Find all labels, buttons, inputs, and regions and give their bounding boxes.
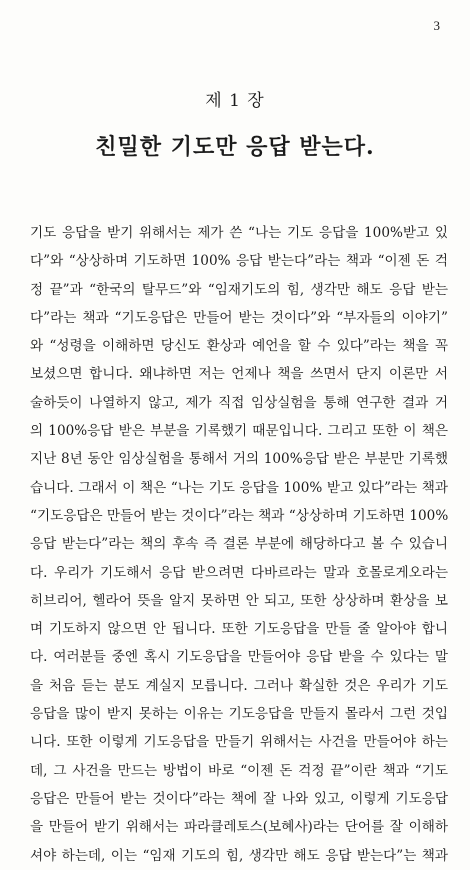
- body-line: 셔야 하는데, 이는 “임재 기도의 힘, 생각만 해도 응답 받는다”는 책과: [30, 847, 448, 864]
- body-line: 며 기도하지 않으면 안 됩니다. 또한 기도응답을 만들 줄 알아야 합니: [30, 621, 448, 638]
- body-line: 응답 받는다”라는 책의 후속 즉 결론 부분에 해당하다고 볼 수 있습니: [30, 536, 448, 553]
- body-line: 술하듯이 나열하지 않고, 제가 직접 임상실험을 통해 연구한 결과 거: [30, 394, 448, 411]
- body-line: 다”와 “상상하며 기도하면 100% 응답 받는다”라는 책과 “이젠 돈 걱: [30, 253, 448, 270]
- body-line: 기도 응답을 받기 위해서는 제가 쓴 “나는 기도 응답을 100%받고 있: [30, 225, 448, 241]
- body-line: 을 처음 듣는 분도 계실지 모릅니다. 그러나 확실한 것은 우리가 기도: [30, 677, 448, 694]
- body-line: 지난 8년 동안 임상실험을 통해서 거의 100%응답 받은 부분만 기록했: [30, 451, 448, 468]
- body-line: 응답을 많이 받지 못하는 이유는 기도응답을 만들지 몰라서 그런 것입: [30, 706, 448, 723]
- body-line: 습니다. 그래서 이 책은 “나는 기도 응답을 100% 받고 있다”라는 책과: [30, 479, 448, 496]
- body-line: 다. 여러분들 중엔 혹시 기도응답을 만들어야 응답 받을 수 있다는 말: [30, 649, 448, 666]
- chapter-label: 제 1 장: [205, 91, 265, 111]
- body-line: 히브리어, 헬라어 뜻을 알지 못하면 안 되고, 또한 상상하며 환상을 보: [30, 592, 448, 609]
- body-line: 의 100%응답 받은 부분을 기록했기 때문입니다. 그리고 또한 이 책은: [30, 423, 448, 440]
- body-text: [30, 219, 448, 870]
- body-line: 정 끝”과 “한국의 탈무드”와 “임재기도의 힘, 생각만 해도 응답 받는: [30, 281, 448, 298]
- body-line: 니다. 또한 이렇게 기도응답을 만들기 위해서는 사건을 만들어야 하는: [30, 734, 448, 751]
- page-number: 3: [433, 18, 440, 33]
- body-line: 다”라는 책과 “기도응답은 만들어 받는 것이다”와 “부자들의 이야기”: [30, 309, 448, 326]
- body-line: 데, 그 사건을 만드는 방법이 바로 “이젠 돈 걱정 끝”이란 책과 “기도: [30, 762, 448, 779]
- body-line: 을 만들어 받기 위해서는 파라클레토스(보혜사)라는 단어를 잘 이해하: [30, 819, 448, 836]
- chapter-title: 친밀한 기도만 응답 받는다.: [95, 134, 375, 160]
- body-line: 응답은 만들어 받는 것이다”라는 책에 잘 나와 있고, 이렇게 기도응답: [30, 790, 448, 807]
- body-line: “기도응답은 만들어 받는 것이다”라는 책과 “상상하며 기도하면 100%: [30, 507, 448, 524]
- body-line: 와 “성령을 이해하면 당신도 환상과 예언을 할 수 있다”라는 책을 꼭: [30, 338, 448, 355]
- body-line: 보셨으면 합니다. 왜냐하면 저는 언제나 책을 쓰면서 단지 이론만 서: [30, 366, 448, 383]
- body-line: 다. 우리가 기도해서 응답 받으려면 다바르라는 말과 호몰로게오라는: [30, 564, 448, 581]
